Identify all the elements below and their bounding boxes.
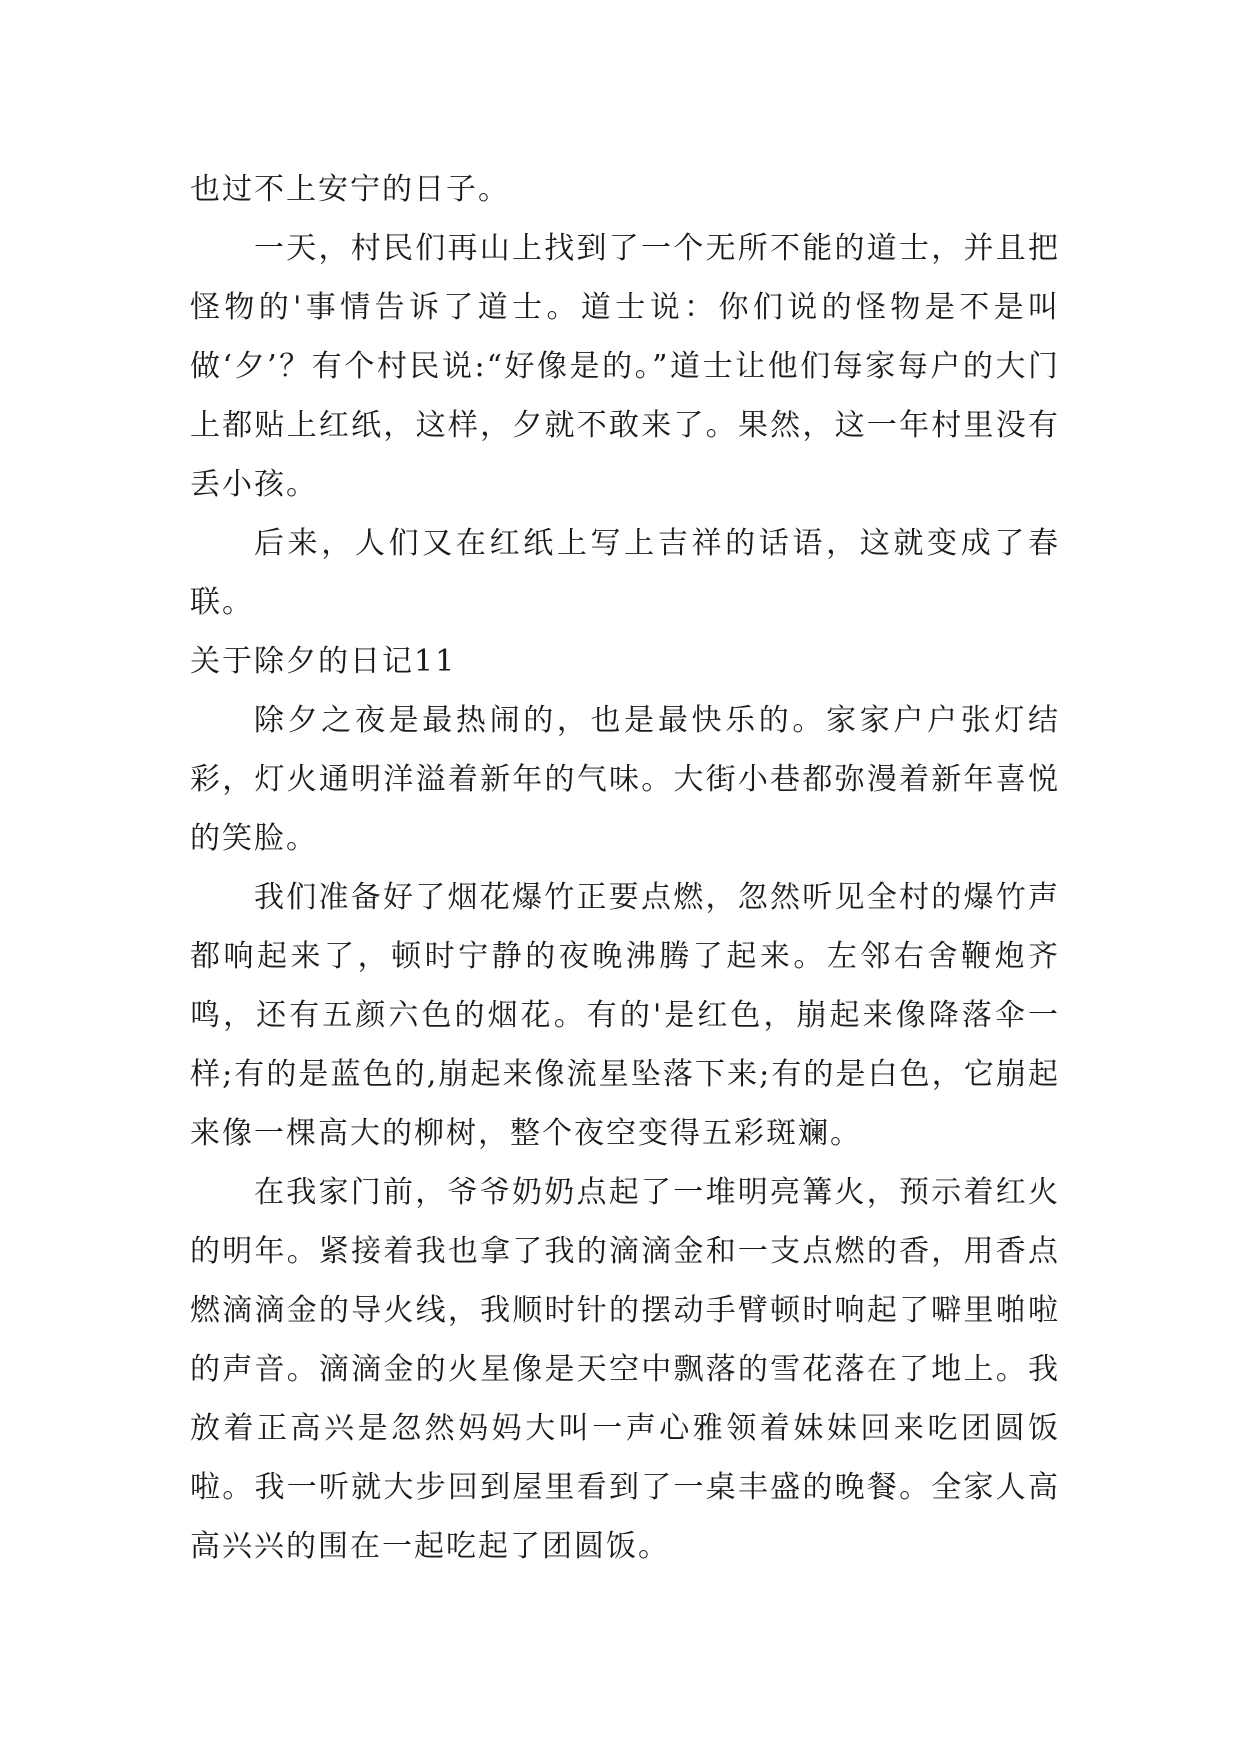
section-paragraph-1: 除夕之夜是最热闹的，也是最快乐的。家家户户张灯结彩，灯火通明洋溢着新年的气味。大街小巷都弥漫着新年喜悦的笑脸。 (190, 703, 1060, 856)
section-paragraph-2: 我们准备好了烟花爆竹正要点燃，忽然听见全村的爆竹声都响起来了，顿时宁静的夜晚沸腾了起来。左邻右舍鞭炮齐鸣，还有五颜六色的烟花。有的'是红色，崩起来像降落伞一样;有的是蓝色的,崩起来像流星坠落下来;有的是白色，它崩起来像一棵高大的柳树，整个夜空变得五彩斑斓。 (190, 880, 1060, 1151)
section-paragraph-3: 在我家门前，爷爷奶奶点起了一堆明亮篝火，预示着红火的明年。紧接着我也拿了我的滴滴金和一支点燃的香，用香点燃滴滴金的导火线，我顺时针的摆动手臂顿时响起了噼里啪啦的声音。滴滴金的火星像是天空中飘落的雪花落在了地上。我放着正高兴是忽然妈妈大叫一声心雅领着妹妹回来吃团圆饭啦。我一听就大步回到屋里看到了一桌丰盛的晚餐。全家人高高兴兴的围在一起吃起了团圆饭。 (190, 1175, 1060, 1564)
section-title: 关于除夕的日记11 (190, 644, 457, 679)
paragraph-1: 也过不上安宁的日子。 (190, 172, 510, 207)
paragraph-2: 一天，村民们再山上找到了一个无所不能的道士，并且把怪物的'事情告诉了道士。道士说：你们说的怪物是不是叫做‘夕’？有个村民说:“好像是的。”道士让他们每家每户的大门上都贴上红纸，这样，夕就不敢来了。果然，这一年村里没有丢小孩。 (190, 231, 1060, 502)
paragraph-3: 后来，人们又在红纸上写上吉祥的话语，这就变成了春联。 (190, 526, 1060, 620)
document-body (190, 160, 1060, 1576)
